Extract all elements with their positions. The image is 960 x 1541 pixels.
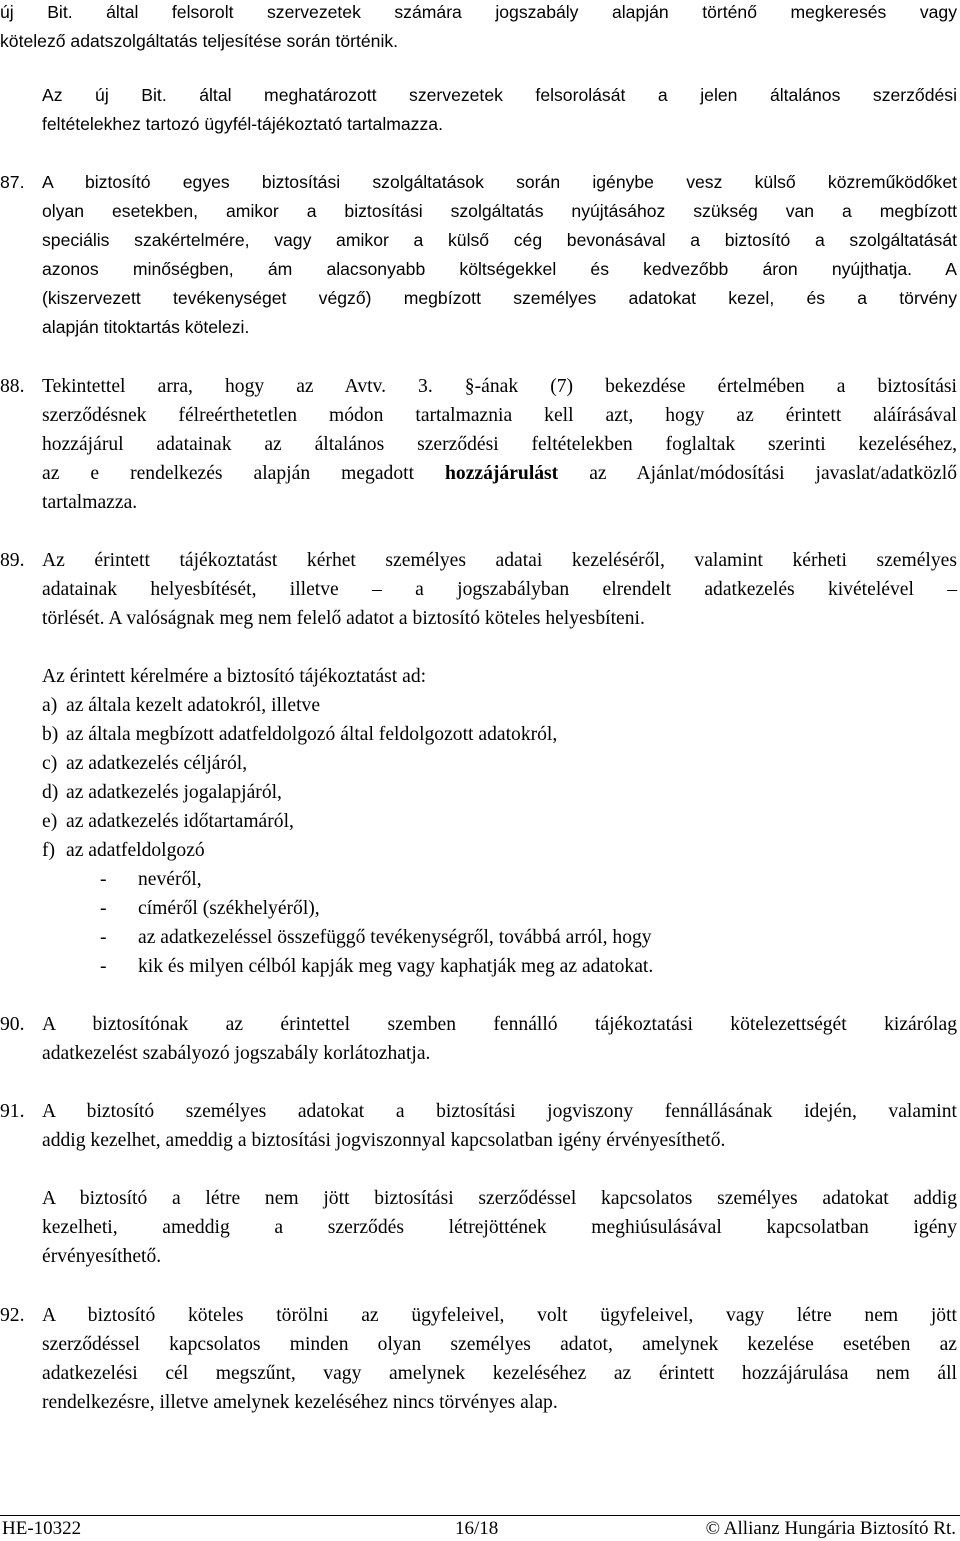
section-87-line-3: speciális szakértelmére, vagy amikor a külső cég bevonásával a biztosító a szolgáltatását	[42, 230, 957, 250]
section-88-line-4-pre: az e rendelkezés alapján megadott	[42, 463, 446, 484]
section-89-line-3: törlését. A valóságnak meg nem felelő adatot a biztosító köteles helyesbíteni.	[42, 608, 645, 629]
list-item-f-marker: f)	[42, 840, 56, 861]
section-88-line-2: szerződésnek félreérthetetlen módon tartalmaznia kell azt, hogy az érintett aláírásával	[42, 405, 957, 426]
list-item-b-marker: b)	[42, 724, 59, 745]
section-89-list-intro: Az érintett kérelmére a biztosító tájékoztatást ad:	[42, 666, 427, 687]
list-item-f: az adatfeldolgozó	[66, 840, 205, 861]
footer-page-number: 16/18	[455, 1518, 499, 1539]
sublist-dash-2: -	[100, 898, 107, 919]
section-88-line-4	[42, 459, 957, 488]
footer-divider	[0, 1515, 960, 1516]
section-87-line-6: alapján titoktartás kötelezi.	[42, 317, 250, 337]
intro-p1-line-2: kötelező adatszolgáltatás teljesítése során történik.	[0, 31, 399, 51]
list-item-e-marker: e)	[42, 811, 58, 832]
sublist-item-1: nevéről,	[138, 869, 202, 890]
list-item-a-marker: a)	[42, 695, 58, 716]
section-87-line-5: (kiszervezett tevékenységet végző) megbízott személyes adatokat kezel, és a törvény	[42, 288, 957, 308]
section-88-line-3: hozzájárul adatainak az általános szerződési feltételekben foglaltak szerinti kezeléséhez,	[42, 434, 957, 455]
section-87-line-2: olyan esetekben, amikor a biztosítási szolgáltatás nyújtásához szükség van a megbízott	[42, 201, 957, 221]
consent-bold-term: hozzájárulást	[445, 463, 559, 484]
section-90-number: 90.	[0, 1014, 25, 1035]
section-88-line-4-post: az Ajánlat/módosítási javaslat/adatközlő	[558, 463, 957, 484]
section-92-line-1: A biztosító köteles törölni az ügyfeleivel, volt ügyfeleivel, vagy létre nem jött	[42, 1305, 957, 1326]
section-89-line-2: adatainak helyesbítését, illetve – a jogszabályban elrendelt adatkezelés kivételével –	[42, 579, 957, 600]
list-item-a: az általa kezelt adatokról, illetve	[66, 695, 321, 716]
section-92-line-3: adatkezelési cél megszűnt, vagy amelynek kezeléséhez az érintett hozzájárulása nem áll	[42, 1363, 957, 1384]
section-90-line-2: adatkezelést szabályozó jogszabály korlátozhatja.	[42, 1043, 431, 1064]
section-91-line-1: A biztosító személyes adatokat a biztosítási jogviszony fennállásának idején, valamint	[42, 1101, 957, 1122]
sublist-item-4: kik és milyen célból kapják meg vagy kaphatják meg az adatokat.	[138, 956, 654, 977]
sublist-dash-3: -	[100, 927, 107, 948]
list-item-d: az adatkezelés jogalapjáról,	[66, 782, 282, 803]
sublist-dash-4: -	[100, 956, 107, 977]
section-88-line-5: tartalmazza.	[42, 492, 138, 513]
section-87-number: 87.	[0, 172, 25, 192]
section-90-line-1: A biztosítónak az érintettel szemben fennálló tájékoztatási kötelezettségét kizárólag	[42, 1014, 957, 1035]
sublist-dash-1: -	[100, 869, 107, 890]
section-92-line-2: szerződéssel kapcsolatos minden olyan személyes adatot, amelynek kezelése esetében az	[42, 1334, 957, 1355]
list-item-c-marker: c)	[42, 753, 58, 774]
list-item-e: az adatkezelés időtartamáról,	[66, 811, 294, 832]
section-92-line-4: rendelkezésre, illetve amelynek kezeléséhez nincs törvényes alap.	[42, 1392, 558, 1413]
section-91-p2-line-2: kezelheti, ameddig a szerződés létrejöttének meghiúsulásával kapcsolatban igény	[42, 1217, 957, 1238]
section-89-number: 89.	[0, 550, 25, 571]
section-89-line-1: Az érintett tájékoztatást kérhet személyes adatai kezeléséről, valamint kérheti személyes	[42, 550, 957, 571]
footer-doc-code: HE-10322	[2, 1518, 82, 1539]
section-91-line-2: addig kezelhet, ameddig a biztosítási jogviszonnyal kapcsolatban igény érvényesíthető.	[42, 1130, 726, 1151]
list-item-c: az adatkezelés céljáról,	[66, 753, 248, 774]
section-88-number: 88.	[0, 376, 25, 397]
section-87-line-1: A biztosító egyes biztosítási szolgáltatások során igénybe vesz külső közreműködőket	[42, 172, 957, 192]
section-91-number: 91.	[0, 1101, 25, 1122]
section-91-p2-line-3: érvényesíthető.	[42, 1246, 162, 1267]
section-92-number: 92.	[0, 1305, 25, 1326]
section-88-line-1: Tekintettel arra, hogy az Avtv. 3. §-ának (7) bekezdése értelmében a biztosítási	[42, 376, 957, 397]
section-91-p2-line-1: A biztosító a létre nem jött biztosítási szerződéssel kapcsolatos személyes adatokat addig	[42, 1188, 957, 1209]
footer-copyright: © Allianz Hungária Biztosító Rt.	[705, 1518, 956, 1539]
list-item-b: az általa megbízott adatfeldolgozó által feldolgozott adatokról,	[66, 724, 558, 745]
sublist-item-2: címéről (székhelyéről),	[138, 898, 320, 919]
section-87-line-4: azonos minőségben, ám alacsonyabb költségekkel és kedvezőbb áron nyújthatja. A	[42, 259, 957, 279]
list-item-d-marker: d)	[42, 782, 59, 803]
intro-p2-line-1: Az új Bit. által meghatározott szervezetek felsorolását a jelen általános szerződési	[42, 85, 957, 105]
intro-p2-line-2: feltételekhez tartozó ügyfél-tájékoztató tartalmazza.	[42, 114, 443, 134]
sublist-item-3: az adatkezeléssel összefüggő tevékenységről, továbbá arról, hogy	[138, 927, 652, 948]
intro-p1-line-1: új Bit. által felsorolt szervezetek számára jogszabály alapján történő megkeresés vagy	[0, 2, 957, 22]
